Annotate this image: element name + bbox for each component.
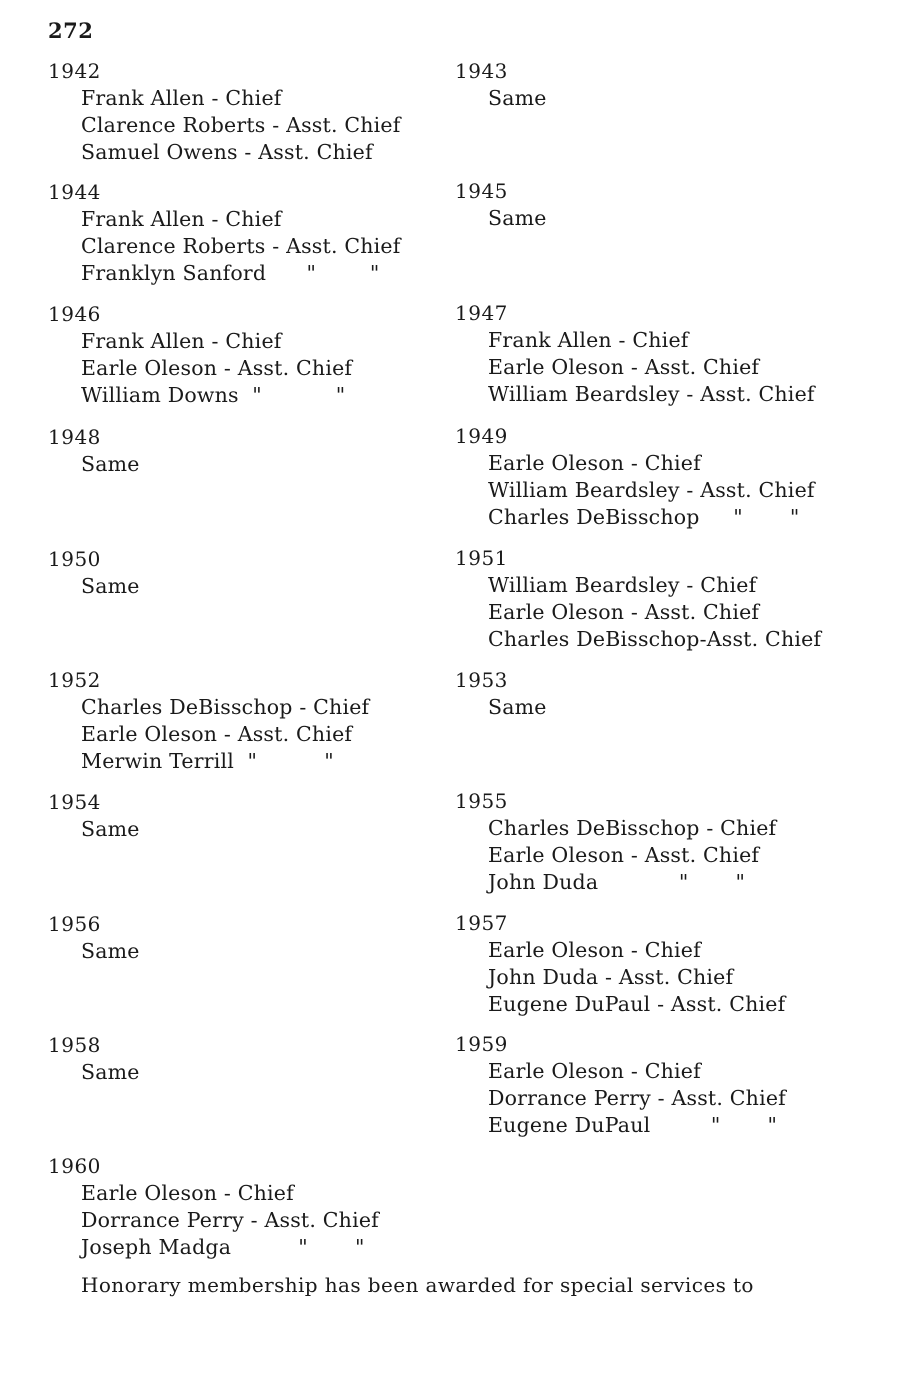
entry-lines bbox=[455, 1058, 786, 1139]
entry-1953 bbox=[455, 667, 547, 721]
entry-1949 bbox=[455, 423, 815, 531]
entry-lines bbox=[455, 937, 785, 1018]
entry-line: William Beardsley - Asst. Chief bbox=[488, 382, 815, 406]
entry-year: 1959 bbox=[455, 1032, 508, 1056]
entry-line: Earle Oleson - Asst. Chief bbox=[488, 843, 760, 867]
entry-year: 1957 bbox=[455, 911, 508, 935]
entry-line: Same bbox=[488, 206, 547, 230]
entry-line: Frank Allen - Chief bbox=[488, 328, 689, 352]
entry-lines bbox=[48, 694, 369, 775]
entry-line: Charles DeBisschop - Chief bbox=[488, 816, 777, 840]
entry-line: Earle Oleson - Asst. Chief bbox=[81, 722, 353, 746]
entry-year: 1942 bbox=[48, 59, 101, 83]
entry-year: 1949 bbox=[455, 424, 508, 448]
entry-line: Same bbox=[488, 86, 547, 110]
entry-line: John Duda " " bbox=[488, 870, 746, 894]
entry-1942 bbox=[48, 58, 401, 166]
entry-year: 1958 bbox=[48, 1033, 101, 1057]
entry-line: Frank Allen - Chief bbox=[81, 329, 282, 353]
entry-lines bbox=[48, 328, 352, 409]
entry-line: Same bbox=[81, 817, 140, 841]
entry-1957 bbox=[455, 910, 785, 1018]
entry-year: 1954 bbox=[48, 790, 101, 814]
entry-1946 bbox=[48, 301, 352, 409]
entry-line: Merwin Terrill " " bbox=[81, 749, 334, 773]
entry-line: Charles DeBisschop " " bbox=[488, 505, 800, 529]
entry-year: 1948 bbox=[48, 425, 101, 449]
entry-1951 bbox=[455, 545, 821, 653]
entry-line: Same bbox=[81, 939, 140, 963]
entry-lines bbox=[48, 85, 401, 166]
entry-1945 bbox=[455, 178, 547, 232]
entry-line: Same bbox=[81, 574, 140, 598]
entry-line: John Duda - Asst. Chief bbox=[488, 965, 734, 989]
entry-year: 1946 bbox=[48, 302, 101, 326]
entry-year: 1956 bbox=[48, 912, 101, 936]
entry-year: 1945 bbox=[455, 179, 508, 203]
entry-1944 bbox=[48, 179, 401, 287]
entry-line: Same bbox=[81, 1060, 140, 1084]
entry-lines bbox=[48, 1180, 379, 1261]
entry-line: Earle Oleson - Chief bbox=[488, 938, 701, 962]
entry-lines bbox=[48, 573, 140, 600]
entry-lines bbox=[48, 816, 140, 843]
entry-year: 1953 bbox=[455, 668, 508, 692]
entry-line: Same bbox=[81, 452, 140, 476]
entry-line: Samuel Owens - Asst. Chief bbox=[81, 140, 373, 164]
entry-1955 bbox=[455, 788, 776, 896]
entry-line: Joseph Madga " " bbox=[81, 1235, 365, 1259]
entry-1956 bbox=[48, 911, 140, 965]
entry-lines bbox=[455, 205, 547, 232]
entry-lines bbox=[48, 206, 401, 287]
entry-line: Earle Oleson - Chief bbox=[488, 1059, 701, 1083]
entry-year: 1947 bbox=[455, 301, 508, 325]
entry-year: 1943 bbox=[455, 59, 508, 83]
entry-line: Same bbox=[488, 695, 547, 719]
entry-line: Frank Allen - Chief bbox=[81, 207, 282, 231]
entry-line: Dorrance Perry - Asst. Chief bbox=[488, 1086, 786, 1110]
entry-1954 bbox=[48, 789, 140, 843]
entry-year: 1955 bbox=[455, 789, 508, 813]
entry-lines bbox=[455, 450, 815, 531]
entry-line: William Beardsley - Chief bbox=[488, 573, 757, 597]
entry-line: Eugene DuPaul - Asst. Chief bbox=[488, 992, 786, 1016]
entry-line: Dorrance Perry - Asst. Chief bbox=[81, 1208, 379, 1232]
entry-1960 bbox=[48, 1153, 379, 1261]
entry-line: Earle Oleson - Chief bbox=[488, 451, 701, 475]
entry-line: William Downs " " bbox=[81, 383, 346, 407]
entry-line: William Beardsley - Asst. Chief bbox=[488, 478, 815, 502]
entry-line: Frank Allen - Chief bbox=[81, 86, 282, 110]
entry-year: 1950 bbox=[48, 547, 101, 571]
entry-line: Earle Oleson - Chief bbox=[81, 1181, 294, 1205]
entry-year: 1944 bbox=[48, 180, 101, 204]
entry-lines bbox=[455, 815, 776, 896]
page-number: 272 bbox=[48, 18, 94, 43]
entry-1947 bbox=[455, 300, 815, 408]
entry-year: 1960 bbox=[48, 1154, 101, 1178]
entry-1959 bbox=[455, 1031, 786, 1139]
entry-line: Clarence Roberts - Asst. Chief bbox=[81, 234, 401, 258]
entry-1958 bbox=[48, 1032, 140, 1086]
entry-year: 1951 bbox=[455, 546, 508, 570]
entry-line: Clarence Roberts - Asst. Chief bbox=[81, 113, 401, 137]
entry-lines bbox=[48, 451, 140, 478]
entry-lines bbox=[455, 694, 547, 721]
closing-paragraph: Honorary membership has been awarded for special services to bbox=[81, 1273, 754, 1297]
entry-lines bbox=[48, 1059, 140, 1086]
entry-year: 1952 bbox=[48, 668, 101, 692]
entry-lines bbox=[455, 572, 821, 653]
entry-1952 bbox=[48, 667, 369, 775]
entry-1943 bbox=[455, 58, 547, 112]
entry-lines bbox=[455, 85, 547, 112]
entry-line: Franklyn Sanford " " bbox=[81, 261, 380, 285]
entry-1950 bbox=[48, 546, 140, 600]
entry-line: Earle Oleson - Asst. Chief bbox=[488, 355, 760, 379]
entry-1948 bbox=[48, 424, 140, 478]
entry-lines bbox=[48, 938, 140, 965]
entry-line: Charles DeBisschop - Chief bbox=[81, 695, 370, 719]
entry-line: Earle Oleson - Asst. Chief bbox=[81, 356, 353, 380]
entry-lines bbox=[455, 327, 815, 408]
entry-line: Eugene DuPaul " " bbox=[488, 1113, 778, 1137]
entry-line: Earle Oleson - Asst. Chief bbox=[488, 600, 760, 624]
entry-line: Charles DeBisschop-Asst. Chief bbox=[488, 627, 822, 651]
